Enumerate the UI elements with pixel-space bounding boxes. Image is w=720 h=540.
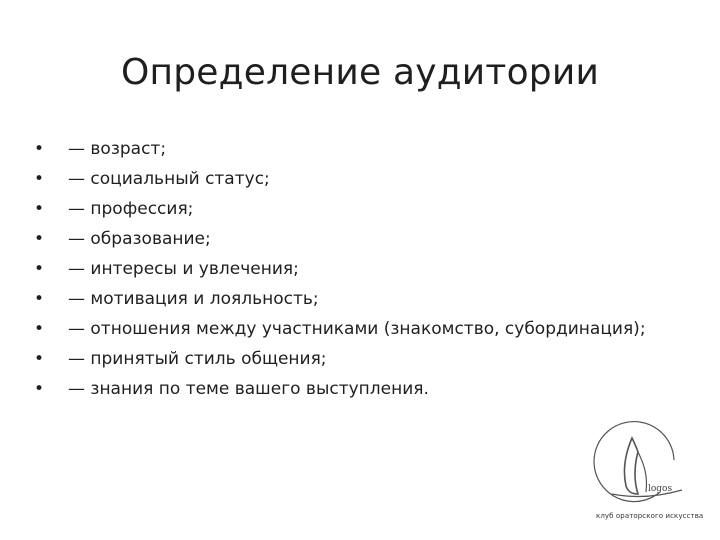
list-item-text: — интересы и увлечения;	[68, 259, 299, 279]
list-item-text: — отношения между участниками (знакомство, субординация);	[68, 319, 646, 339]
bullet-icon: •	[34, 319, 45, 339]
list-item	[34, 194, 646, 224]
logos-club-logo	[582, 412, 704, 528]
list-item	[34, 374, 646, 404]
logo-wordmark: logos	[648, 484, 673, 494]
bullet-icon: •	[34, 169, 45, 189]
audience-criteria-list	[34, 134, 646, 404]
list-item	[34, 314, 646, 344]
bullet-icon: •	[34, 229, 45, 249]
list-item	[34, 224, 646, 254]
list-item-text: — возраст;	[68, 139, 167, 159]
list-item	[34, 344, 646, 374]
list-item	[34, 284, 646, 314]
list-item	[34, 134, 646, 164]
logo-caption: клуб ораторского искусства	[596, 512, 704, 520]
slide-title: Определение аудитории	[120, 52, 600, 93]
bullet-icon: •	[34, 349, 45, 369]
list-item-text: — образование;	[68, 229, 211, 249]
list-item-text: — социальный статус;	[68, 169, 270, 189]
list-item	[34, 164, 646, 194]
bullet-icon: •	[34, 259, 45, 279]
bullet-icon: •	[34, 139, 45, 159]
list-item-text: — знания по теме вашего выступления.	[68, 379, 429, 399]
list-item	[34, 254, 646, 284]
list-item-text: — профессия;	[68, 199, 194, 219]
bullet-icon: •	[34, 199, 45, 219]
bullet-icon: •	[34, 289, 45, 309]
bullet-icon: •	[34, 379, 45, 399]
logos-emblem-icon	[582, 412, 692, 508]
list-item-text: — принятый стиль общения;	[68, 349, 327, 369]
list-item-text: — мотивация и лояльность;	[68, 289, 319, 309]
